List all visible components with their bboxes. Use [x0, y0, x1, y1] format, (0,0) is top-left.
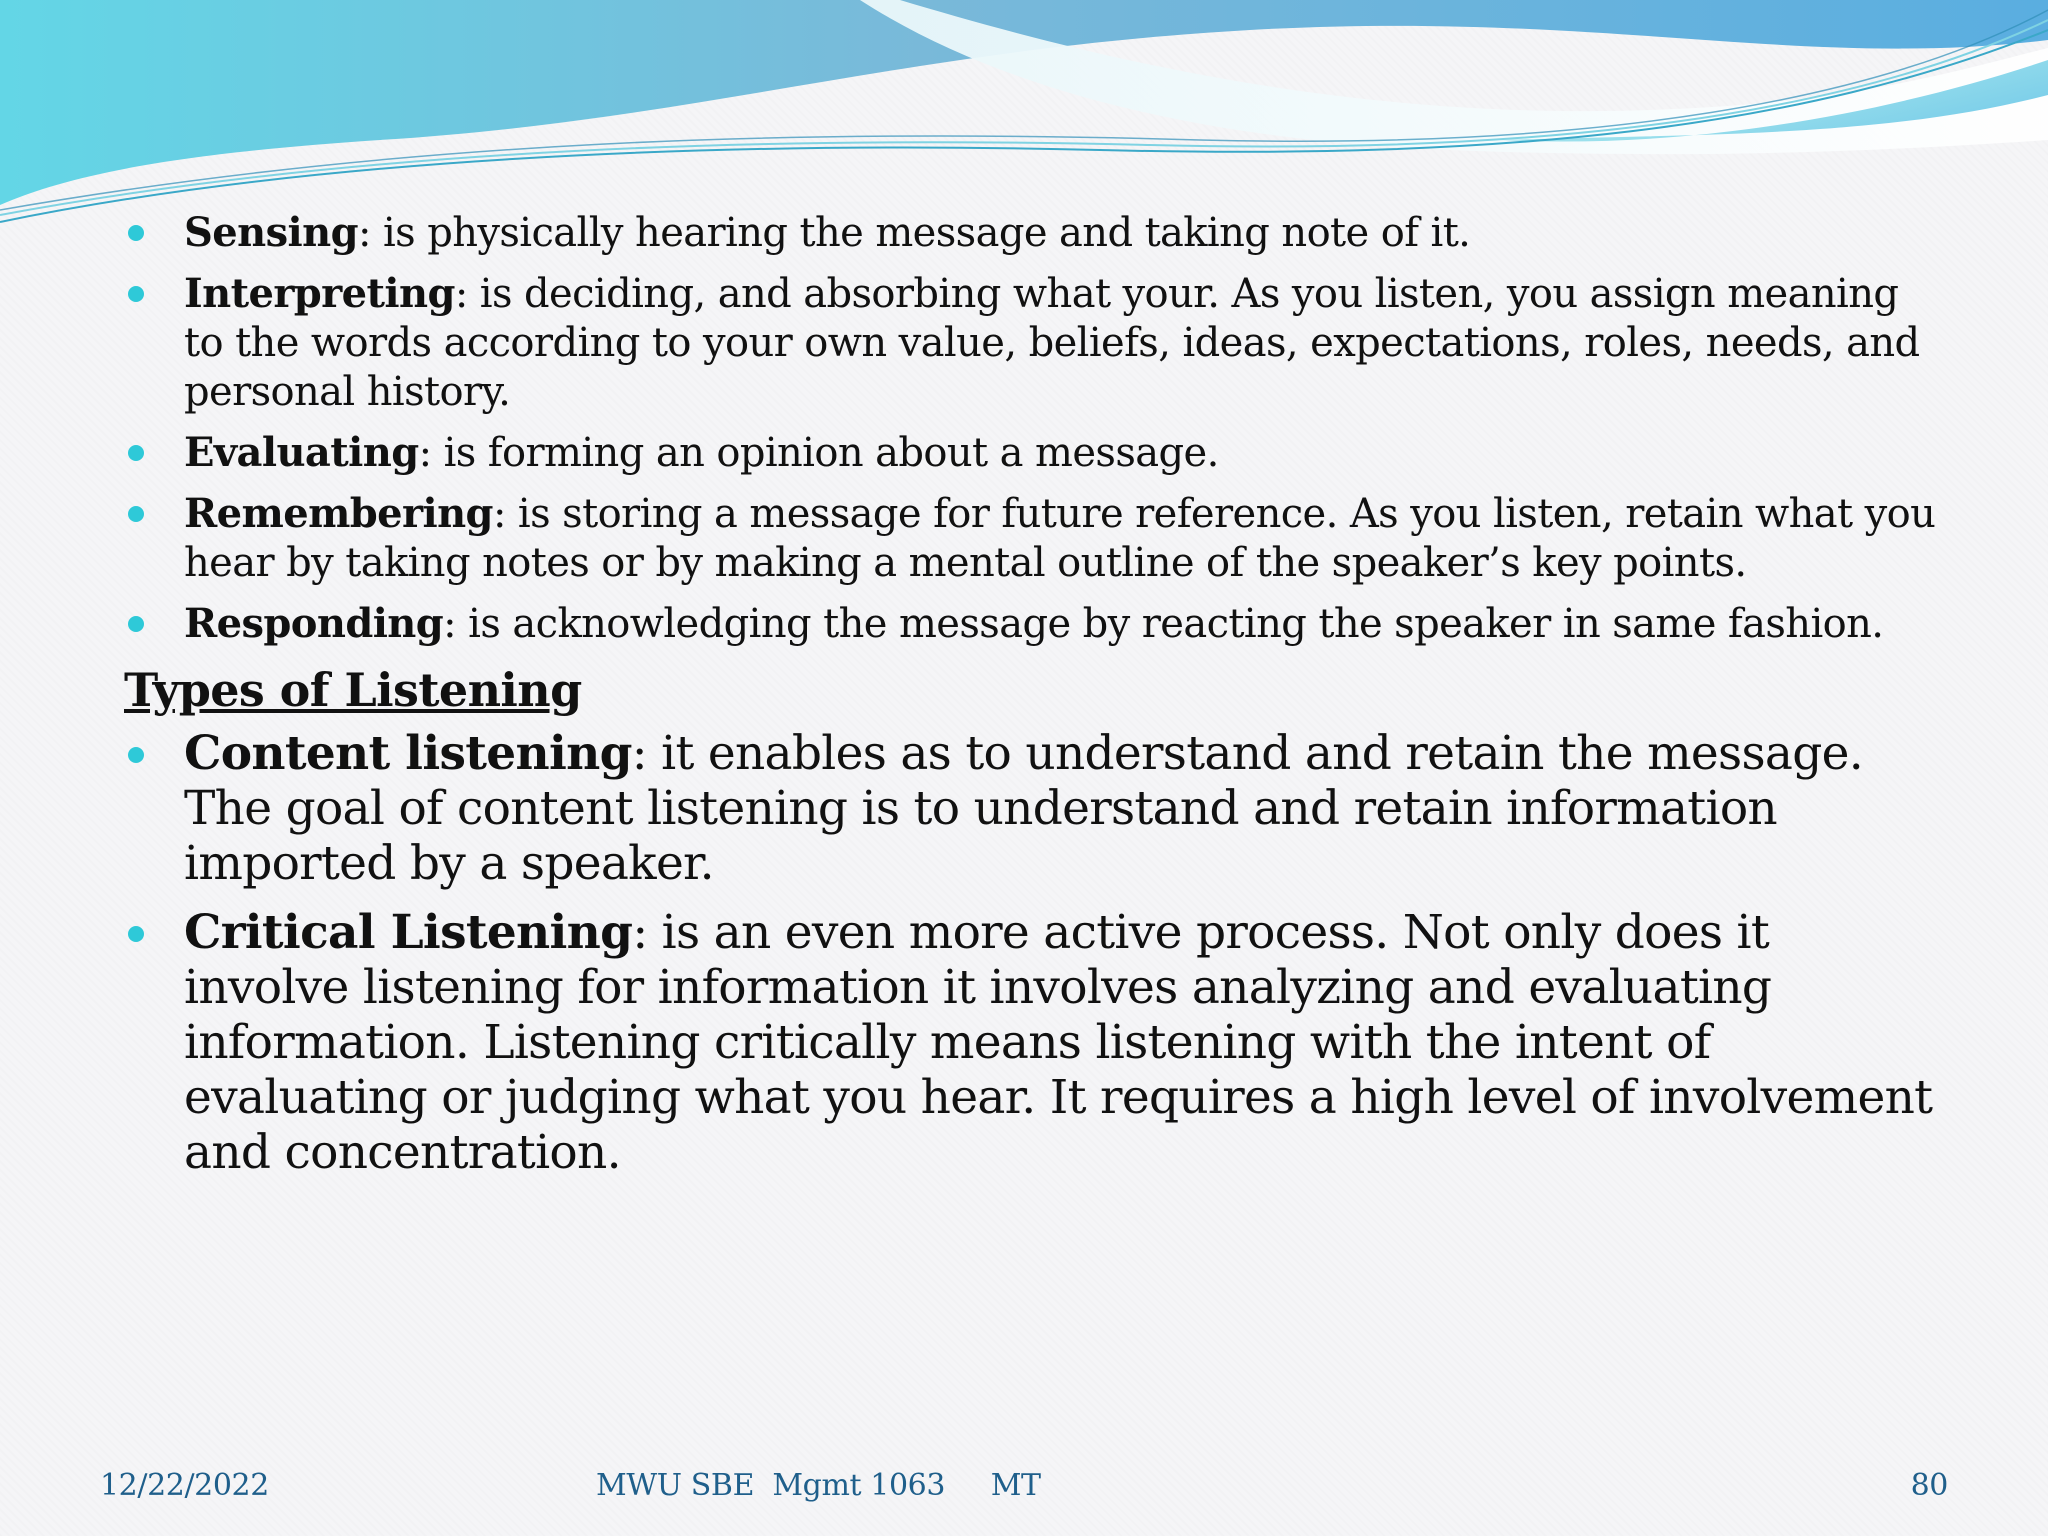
list-item [120, 208, 1940, 258]
listening-types-list [120, 726, 1940, 1180]
bullet-term: Interpreting [184, 270, 455, 317]
bullet-term: Sensing [184, 209, 358, 256]
bullet-dot-icon [128, 286, 144, 302]
slide-content [120, 208, 1940, 1194]
list-item [120, 489, 1940, 588]
bullet-dot-icon [128, 926, 144, 942]
bullet-text: : is physically hearing the message and taking note of it. [357, 210, 1471, 256]
bullet-text: : is an even more active process. Not only does it involve listening for information it involves analyzing and evaluating information. Listening critically means listening with the intent of evaluating or judging what you hear. It requires a high level of involvement and concentration. [184, 905, 1933, 1180]
bullet-term: Content listening [184, 726, 632, 781]
listening-process-list [120, 208, 1940, 649]
list-item [120, 269, 1940, 417]
bullet-text: : is deciding, and absorbing what your. As you listen, you assign meaning to the words according to your own value, beliefs, ideas, expectations, roles, needs, and personal history. [184, 271, 1920, 415]
bullet-dot-icon [128, 445, 144, 461]
bullet-dot-icon [128, 616, 144, 632]
bullet-text: : is storing a message for future reference. As you listen, retain what you hear by taking notes or by making a mental outline of the speaker’s key points. [184, 491, 1936, 586]
footer-date: 12/22/2022 [100, 1468, 269, 1503]
list-item [120, 428, 1940, 478]
bullet-term: Critical Listening [184, 905, 633, 960]
list-item [120, 599, 1940, 649]
bullet-term: Evaluating [184, 429, 419, 476]
bullet-term: Remembering [184, 490, 493, 537]
bullet-dot-icon [128, 747, 144, 763]
bullet-text: : is forming an opinion about a message. [418, 430, 1219, 476]
bullet-term: Responding [184, 600, 444, 647]
bullet-dot-icon [128, 225, 144, 241]
decorative-wave-banner [0, 0, 2048, 240]
footer-course: MWU SBE Mgmt 1063 MT [596, 1468, 1041, 1503]
bullet-dot-icon [128, 506, 144, 522]
section-heading: Types of Listening [124, 663, 582, 717]
list-item [120, 726, 1940, 891]
wave-main [0, 0, 2048, 205]
bullet-text: : is acknowledging the message by reacting the speaker in same fashion. [443, 601, 1884, 647]
bullet-text: : it enables as to understand and retain the message. The goal of content listening is to understand and retain information imported by a speaker. [184, 726, 1863, 891]
footer-page-number: 80 [1910, 1468, 1948, 1503]
list-item [120, 905, 1940, 1180]
